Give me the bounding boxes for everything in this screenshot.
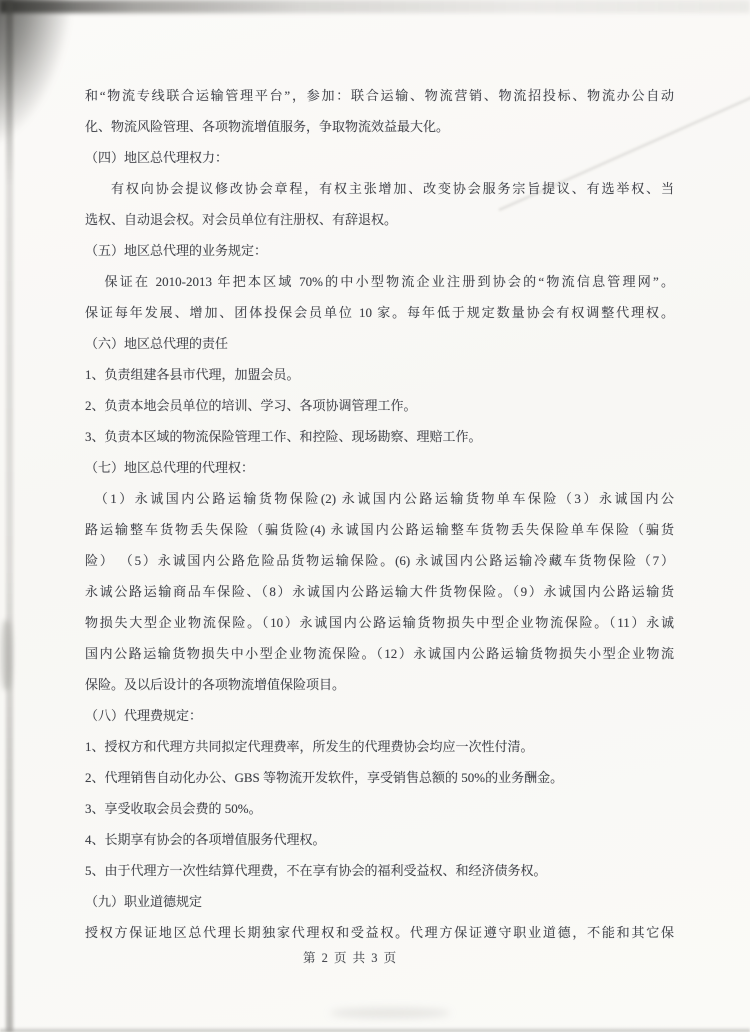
page-number: 第 2 页 共 3 页 [303,951,398,965]
scan-smudge [1,620,12,690]
text-line: 5、由于代理方一次性结算代理费，不在享有协会的福利受益权、和经济债务权。 [85,863,547,878]
text-line: 保险。及以后设计的各项物流增值保险项目。 [85,677,346,692]
document-body [85,80,674,948]
text-line: 物损失大型企业物流保险。（10）永诚国内公路运输货物损失中型企业物流保险。（11）永诚 [85,615,674,630]
text-line: （八）代理费规定： [85,708,203,723]
scan-top-shadow [0,0,750,13]
scan-bottom-edge-shadow [0,1027,750,1032]
text-line: 险） （5）永诚国内公路危险品货物运输保险。(6) 永诚国内公路运输冷藏车货物保险（7） [85,553,674,568]
text-line: （四）地区总代理权力： [85,150,229,165]
scan-left-edge-shadow [6,0,13,1032]
text-line: 和“物流专线联合运输管理平台”，参加：联合运输、物流营销、物流招投标、物流办公自动 [85,88,674,103]
text-line: 授权方保证地区总代理长期独家代理权和受益权。代理方保证遵守职业道德，不能和其它保 [85,925,674,940]
text-line: 1、授权方和代理方共同拟定代理费率，所发生的代理费协会均应一次性付清。 [85,739,534,754]
text-line: （六）地区总代理的责任 [85,336,229,351]
scan-smudge [330,1008,450,1018]
text-line: （七）地区总代理的代理权： [85,460,255,475]
text-line: （1）永诚国内公路运输货物保险(2) 永诚国内公路运输货物单车保险（3）永诚国内公 [94,491,674,506]
text-line: 保证每年发展、增加、团体投保会员单位 10 家。每年低于规定数量协会有权调整代理权。 [85,305,674,320]
text-line: 4、长期享有协会的各项增值服务代理权。 [85,832,326,847]
text-line: 3、负责本区域的物流保险管理工作、和控险、现场勘察、理赔工作。 [85,429,482,444]
text-line: 1、负责组建各县市代理，加盟会员。 [85,367,300,382]
text-line: 2、代理销售自动化办公、GBS 等物流开发软件，享受销售总额的 50%的业务酬金。 [85,770,564,785]
text-line: 国内公路运输货物损失中小型企业物流保险。（12）永诚国内公路运输货物损失小型企业物流 [85,646,674,661]
text-line: 2、负责本地会员单位的培训、学习、各项协调管理工作。 [85,398,417,413]
text-line: 保证在 2010-2013 年把本区域 70%的中小型物流企业注册到协会的“物流信息管理网”。 [104,274,674,289]
text-line: 有权向协会提议修改协会章程，有权主张增加、改变协会服务宗旨提议、有选举权、当 [111,181,674,196]
text-line: 选权、自动退会权。对会员单位有注册权、有辞退权。 [85,212,398,227]
text-line: 3、享受收取会员会费的 50%。 [85,801,262,816]
text-line: 化、物流风险管理、各项物流增值服务，争取物流效益最大化。 [85,119,450,134]
text-line: （五）地区总代理的业务规定： [85,243,268,258]
text-line: 路运输整车货物丢失保险（骗货险(4) 永诚国内公路运输整车货物丢失保险单车保险（骗货 [85,522,674,537]
text-line: 永诚公路运输商品车保险、（8）永诚国内公路运输大件货物保险。（9）永诚国内公路运输货 [85,584,674,599]
text-line: （九）职业道德规定 [85,894,203,909]
